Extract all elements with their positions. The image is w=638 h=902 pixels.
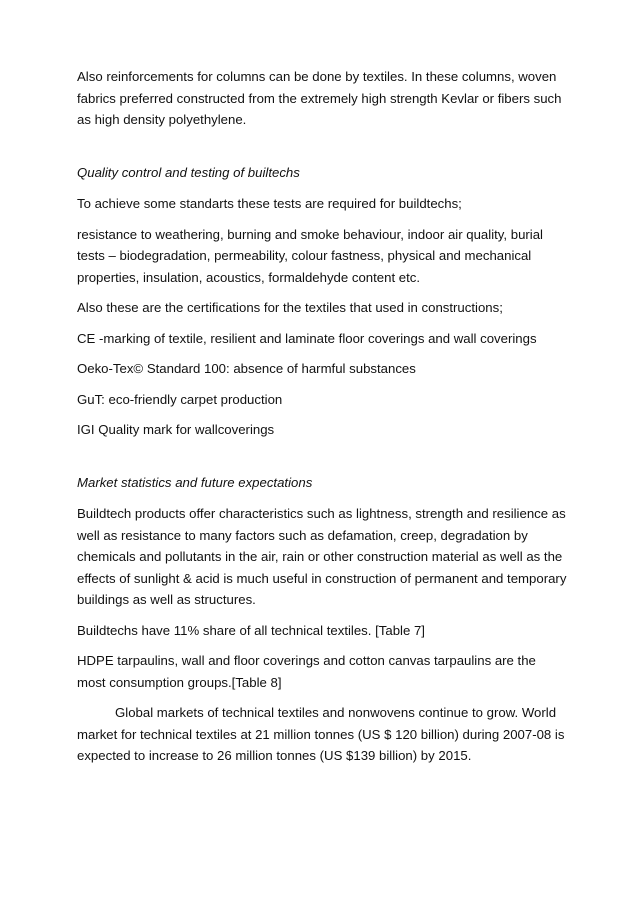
section-heading-quality-control: Quality control and testing of builtechs: [77, 164, 300, 180]
paragraph-buildtech-share: Buildtechs have 11% share of all technical textiles. [Table 7]: [77, 622, 425, 638]
paragraph-certifications-intro: Also these are the certifications for the textiles that used in constructions;: [77, 300, 503, 315]
paragraph-consumption-groups: HDPE tarpaulins, wall and floor coverings and cotton canvas tarpaulins are the most consumption groups.[Table 8]: [77, 653, 536, 690]
paragraph-buildtech-characteristics: Buildtech products offer characteristics such as lightness, strength and resilience as well as resistance to many factors such as defamation, creep, degradation by chemicals and pollutants in the air, rain or other construction material as well as the effects of sunlight & acid is much useful in construction of permanent and temporary buildings as well as structures.: [77, 506, 567, 607]
paragraph-tests-list: resistance to weathering, burning and smoke behaviour, indoor air quality, burial tests – biodegradation, permeability, colour fastness, physical and mechanical properties, insulation, acoustics, formaldehyde content etc.: [77, 226, 543, 285]
paragraph-tests-intro: To achieve some standarts these tests are required for buildtechs;: [77, 196, 462, 211]
paragraph-column-reinforcements: Also reinforcements for columns can be done by textiles. In these columns, woven fabrics preferred constructed from the extremely high strength Kevlar or fibers such as high density polyethylene.: [77, 69, 562, 127]
document-page: [77, 66, 567, 776]
certification-igi: IGI Quality mark for wallcoverings: [77, 422, 275, 437]
section-heading-market-statistics: Market statistics and future expectations: [77, 474, 313, 490]
certification-gut: GuT: eco-friendly carpet production: [77, 391, 283, 407]
paragraph-global-markets: Global markets of technical textiles and nonwovens continue to grow. World market for technical textiles at 21 million tonnes (US $ 120 billion) during 2007-08 is expected to increase to 26 million tonnes (US $139 billion) by 2015.: [77, 705, 565, 763]
certification-oeko-tex: Oeko-Tex© Standard 100: absence of harmful substances: [77, 361, 416, 376]
certification-ce-marking: CE -marking of textile, resilient and laminate floor coverings and wall coverings: [77, 330, 537, 346]
